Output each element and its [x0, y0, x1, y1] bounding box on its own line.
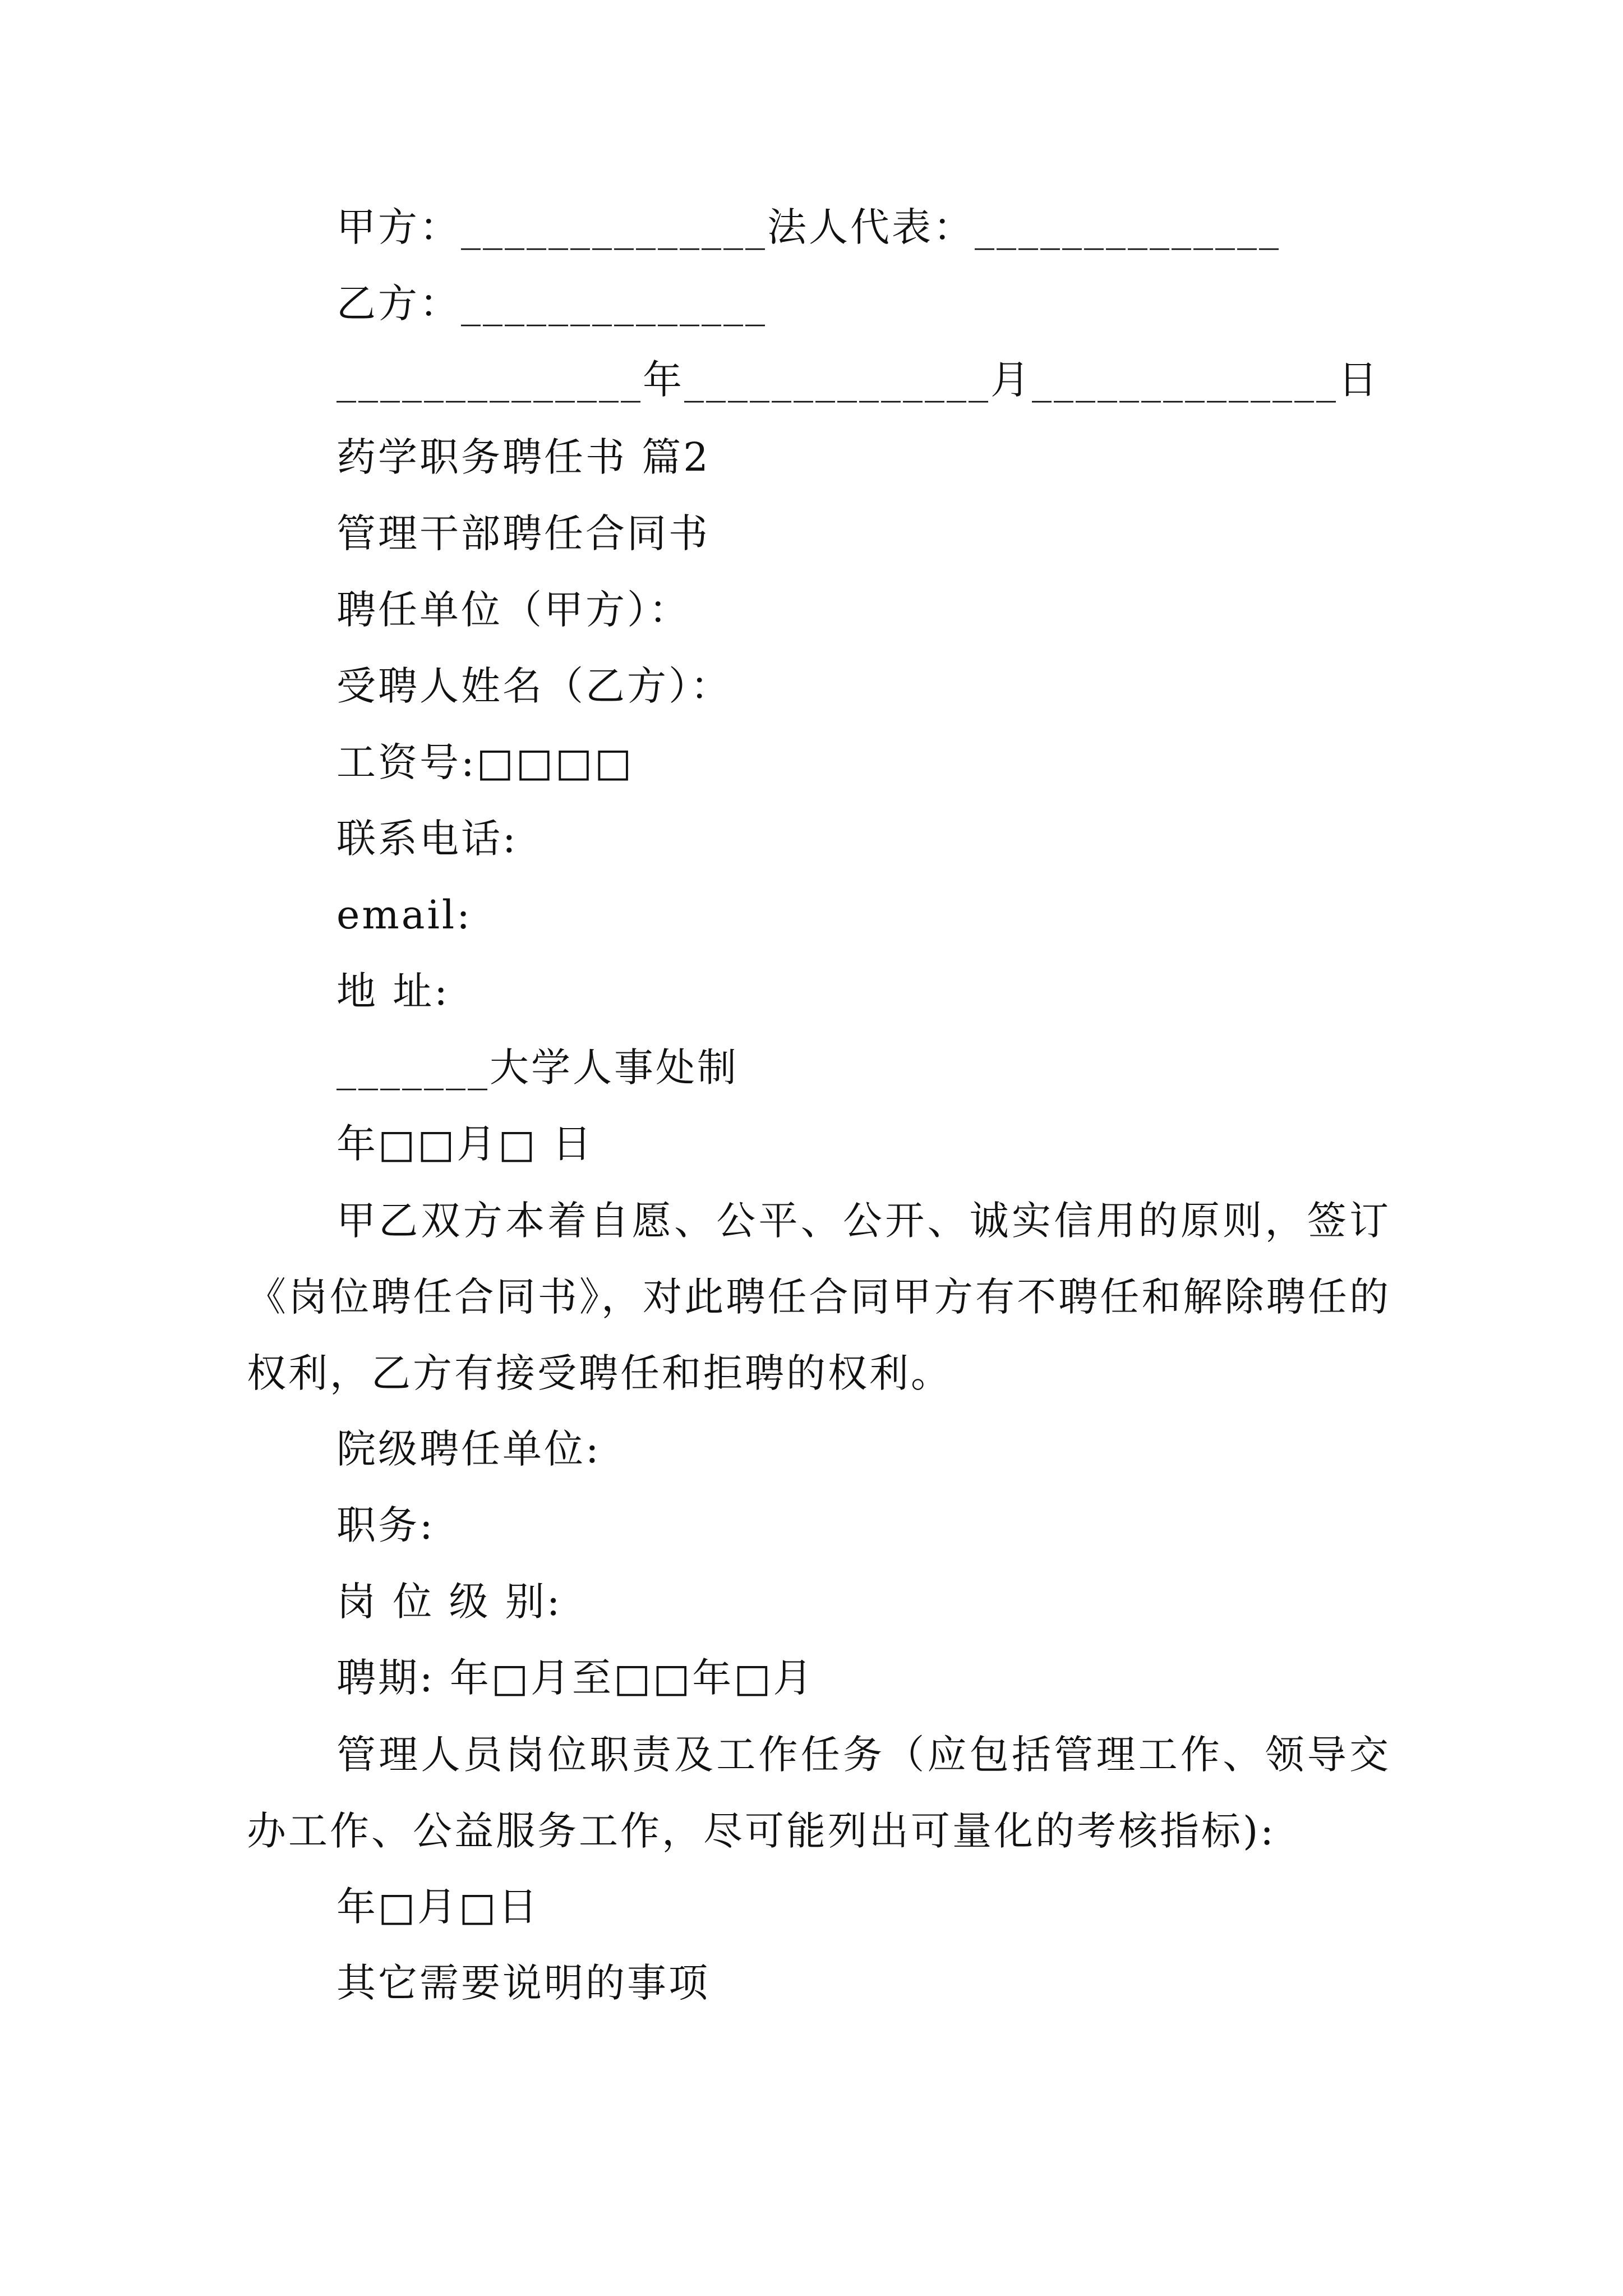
section-title: 药学职务聘任书 篇2 — [336, 434, 711, 480]
post-level-field: 岗 位 级 别: — [336, 1579, 562, 1625]
term-field: 聘期: 年□月至□□年□月 — [336, 1655, 815, 1701]
phone-field: 联系电话: — [336, 816, 518, 862]
email-field: email: — [336, 892, 472, 938]
issue-date-line: 年□□月□ 日 — [336, 1121, 594, 1167]
sign-date-line: 年□月□日 — [336, 1884, 540, 1930]
employer-field: 聘任单位（甲方）： — [336, 587, 690, 633]
other-matters-line: 其它需要说明的事项 — [336, 1960, 710, 2006]
employee-name-field: 受聘人姓名（乙方）： — [336, 663, 732, 709]
duties-paragraph: 管理人员岗位职责及工作任务（应包括管理工作、领导交办工作、公益服务工作，尽可能列出可量化的考核指标): — [247, 1732, 1391, 1854]
party-b-line: 乙方：______________ — [336, 280, 767, 326]
salary-number-field: 工资号:□□□□ — [336, 739, 634, 785]
party-a-line: 甲方：______________法人代表：______________ — [336, 204, 1281, 250]
date-blanks-line: ______________年______________月______________日 — [336, 357, 1380, 403]
intro-paragraph: 甲乙双方本着自愿、公平、公开、诚实信用的原则，签订《岗位聘任合同书》，对此聘任合同甲方有不聘任和解除聘任的权利，乙方有接受聘任和拒聘的权利。 — [247, 1198, 1391, 1396]
contract-title: 管理干部聘任合同书 — [336, 510, 710, 556]
college-unit-field: 院级聘任单位: — [336, 1426, 601, 1472]
hr-office-line: _______大学人事处制 — [336, 1045, 739, 1091]
position-field: 职务: — [336, 1502, 435, 1548]
address-field: 地 址: — [336, 968, 450, 1014]
